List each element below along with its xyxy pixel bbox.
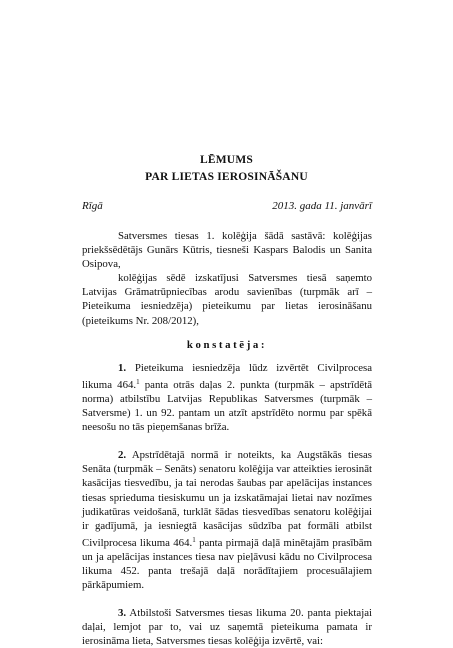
paragraph-1-superscript: 1 xyxy=(136,377,140,386)
paragraph-3 xyxy=(82,606,372,648)
paragraph-2-superscript: 1 xyxy=(192,535,196,544)
paragraph-3-number: 3. xyxy=(118,607,127,620)
paragraph-1-text-b: panta otrās daļas 2. punkta (turpmāk – apstrīdētā norma) atbilstību Latvijas Republikas Satversmes (turpmāk – Satversme) 1. un 92. pantam un atzīt apstrīdēto normu par spēkā neesošu no tās pieņemšanas brīža. xyxy=(82,378,372,434)
intro-paragraph-2: kolēģijas sēdē izskatījusi Satversmes tiesā saņemto Latvijas Grāmatrūpniecības arodu savienības (turpmāk arī – Pieteikuma iesniedzēja) pieteikumu par lietas ierosināšanu (pieteikums Nr. 208/2012), xyxy=(82,272,372,327)
paragraph-3-text: Atbilstoši Satversmes tiesas likuma 20. panta piektajai daļai, lemjot par to, vai uz saņemtā pieteikuma pamata ir ierosināma lieta, Satversmes tiesas kolēģija izvērtē, vai: xyxy=(82,607,372,648)
document-title: LĒMUMS xyxy=(200,154,253,166)
paragraph-2-text-b: panta pirmajā daļā minētajām prasībām un ja apelācijas instances tiesa nav pieļāvusi kādu no Civilprocesa likuma 452. panta trešajā daļā norādītajiem procesuālajiem pārkāpumiem. xyxy=(82,536,372,592)
document-subtitle: PAR LIETAS IEROSINĀŠANU xyxy=(145,171,308,183)
intro-paragraph-1: Satversmes tiesas 1. kolēģija šādā sastāvā: kolēģijas priekšsēdētājs Gunārs Kūtris, tiesneši Kaspars Balodis un Sanita Osipova, xyxy=(82,230,372,271)
paragraph-2-number: 2. xyxy=(118,449,127,462)
date: 2013. gada 11. janvārī xyxy=(272,200,372,212)
paragraph-2-text-a: Apstrīdētajā normā ir noteikts, ka Augstākās tiesas Senāta (turpmāk – Senāts) senatoru kolēģija var atteikties ierosināt kasācijas tiesvedību, ja tai nerodas šaubas par apelācijas instances tiesas sprieduma tiesiskumu un ja izskatāmajai lietai nav nozīmes judikatūras veidošanā, turklāt šādas tiesvedības senatoru kolēģijai ir gadījumā, ja iesniegtā kasācijas sūdzība pat formāli atbilst Civilprocesa likuma 464. xyxy=(82,449,372,549)
section-heading-konstateja: konstatēja: xyxy=(186,338,268,351)
document-body xyxy=(82,229,372,648)
paragraph-1-text-a: Pieteikuma iesniedzēja lūdz izvērtēt Civilprocesa likuma 464. xyxy=(82,361,372,391)
paragraph-2 xyxy=(82,448,372,592)
place: Rīgā xyxy=(82,200,103,212)
paragraph-1-number: 1. xyxy=(118,361,127,374)
paragraph-1 xyxy=(82,361,372,434)
